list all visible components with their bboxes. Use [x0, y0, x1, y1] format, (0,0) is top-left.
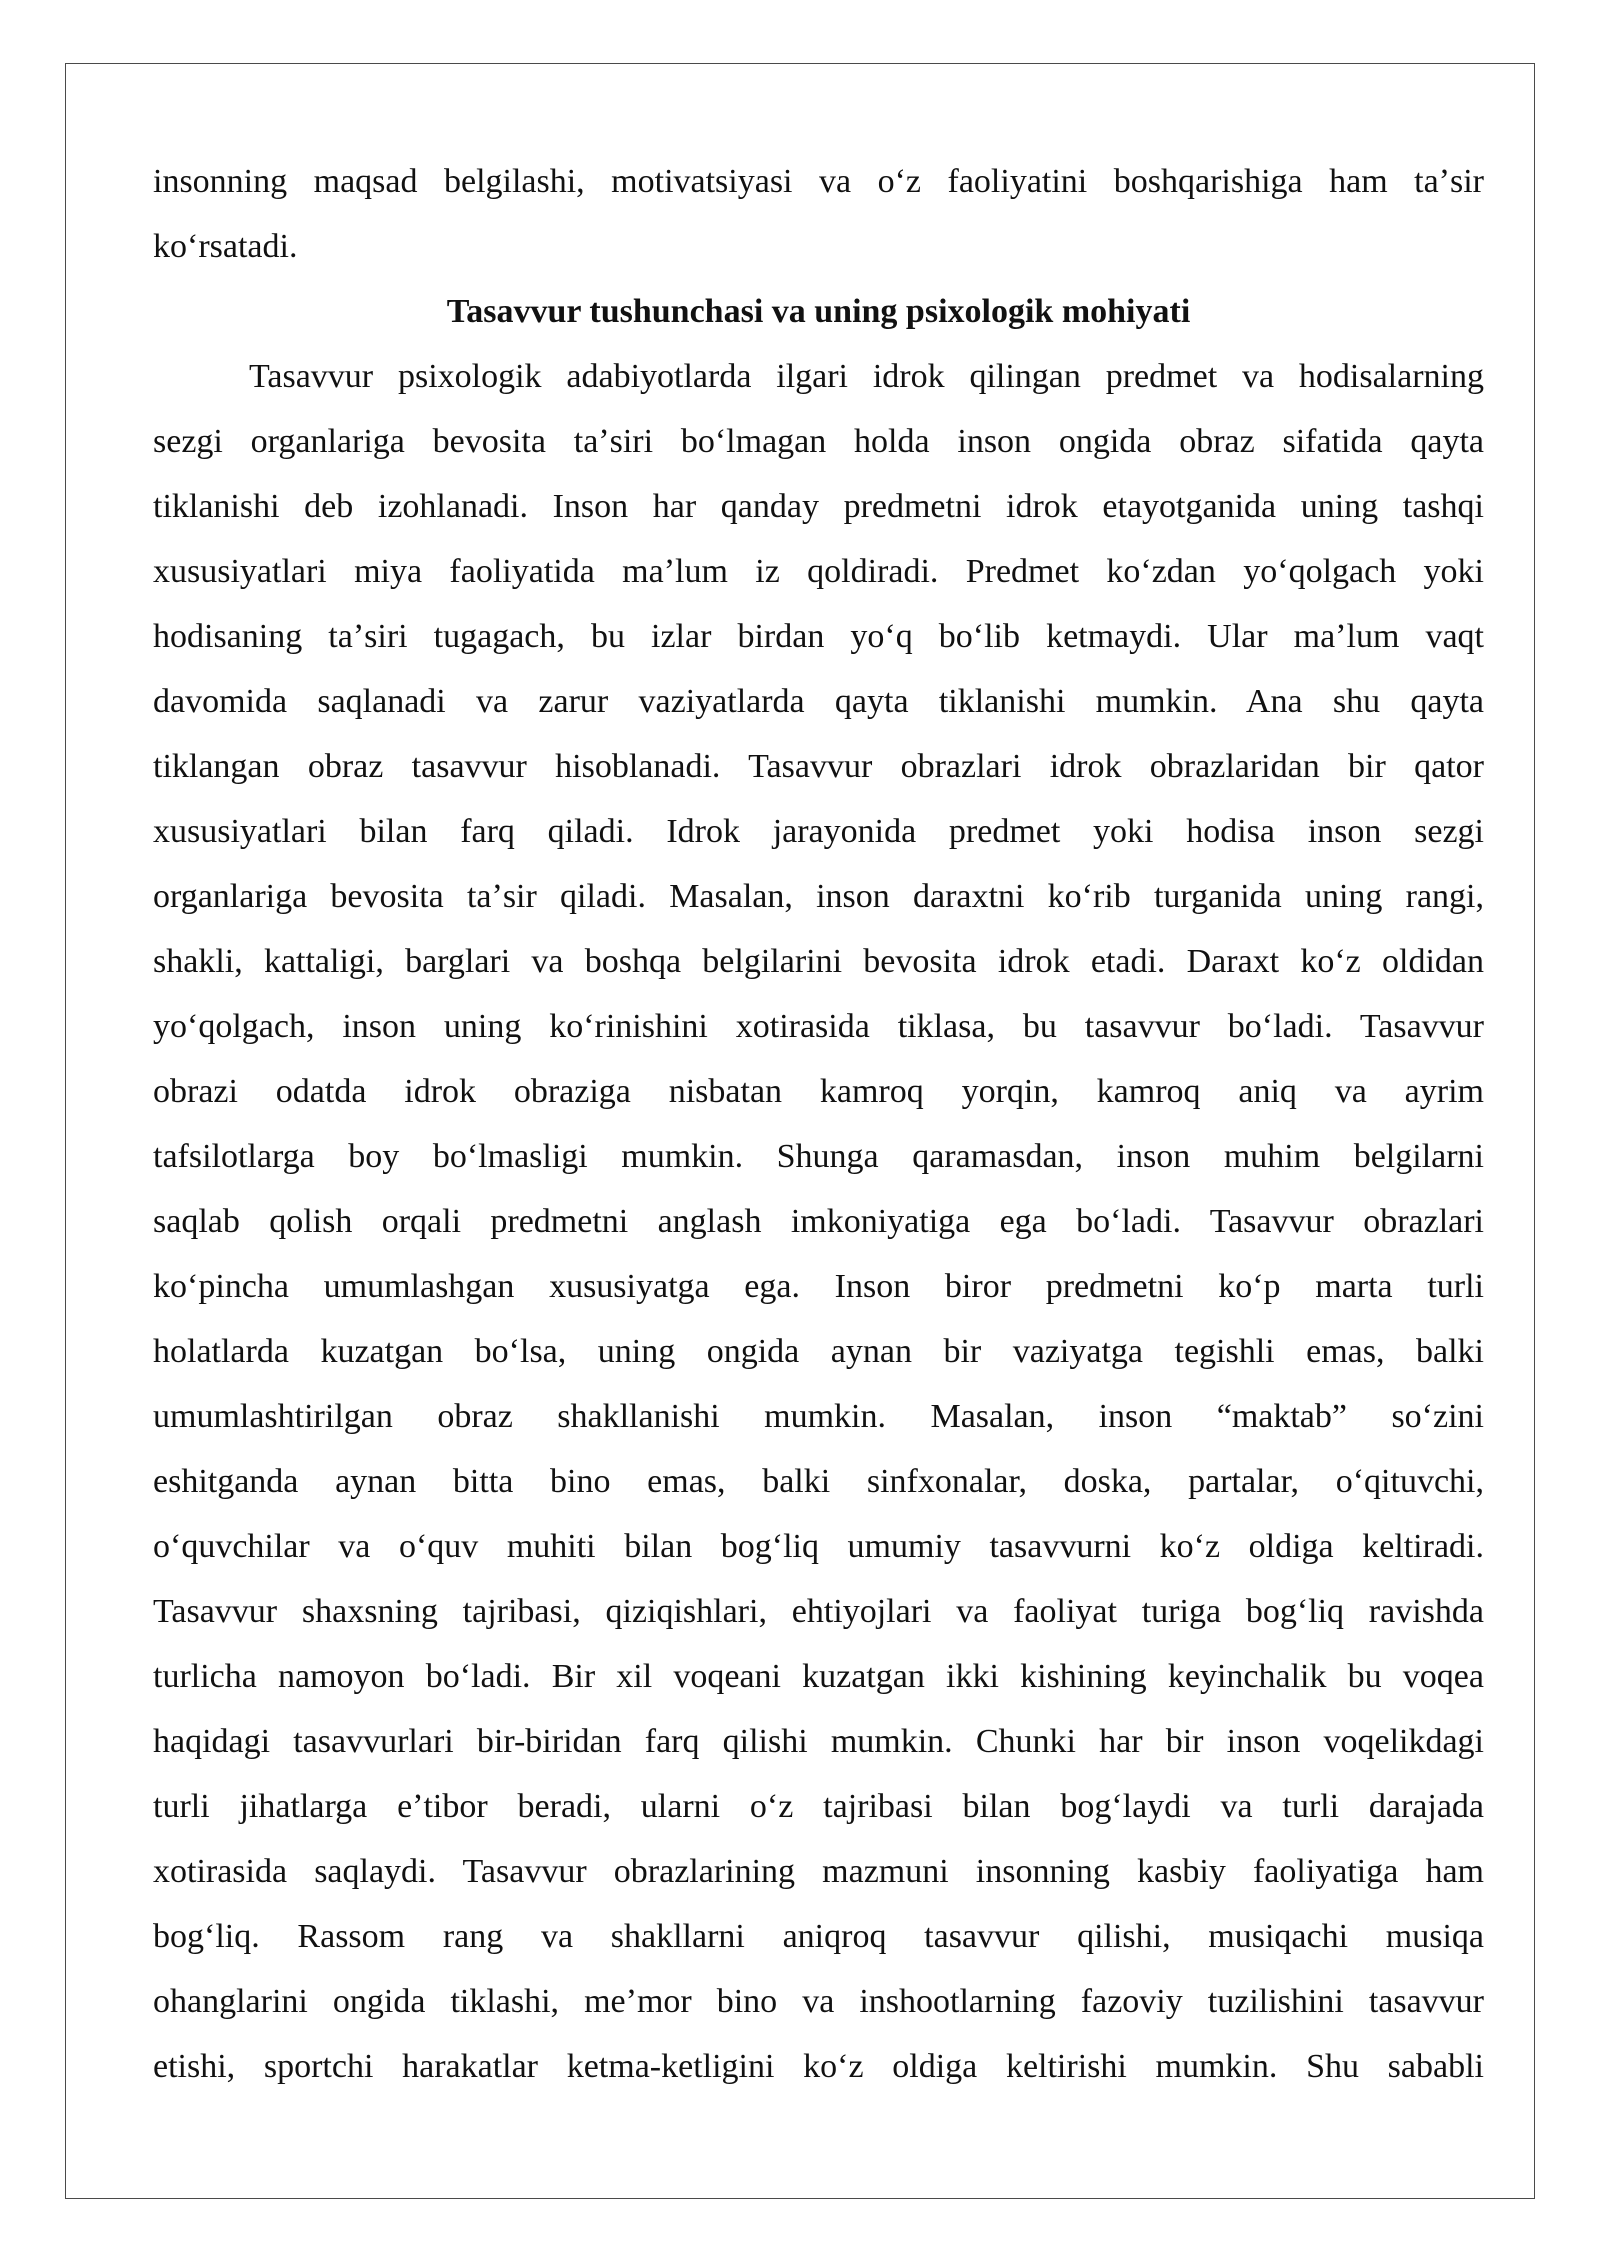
text-line: insonning maqsad belgilashi, motivatsiyasi va oʻz faoliyatini boshqarishiga ham taʼsir: [153, 163, 1484, 200]
text-line: organlariga bevosita taʼsir qiladi. Masalan, inson daraxtni koʻrib turganida uning rangi,: [153, 878, 1484, 915]
text-line: tiklangan obraz tasavvur hisoblanadi. Tasavvur obrazlari idrok obrazlaridan bir qator: [153, 748, 1484, 785]
text-line: turli jihatlarga eʼtibor beradi, ularni oʻz tajribasi bilan bogʻlaydi va turli darajada: [153, 1788, 1484, 1825]
text-line: ohanglarini ongida tiklashi, meʼmor bino va inshootlarning fazoviy tuzilishini tasavvur: [153, 1983, 1484, 2020]
text-line: holatlarda kuzatgan boʻlsa, uning ongida aynan bir vaziyatga tegishli emas, balki: [153, 1333, 1484, 1370]
text-line: Tasavvur psixologik adabiyotlarda ilgari idrok qilingan predmet va hodisalarning: [249, 358, 1484, 395]
text-line: yoʻqolgach, inson uning koʻrinishini xotirasida tiklasa, bu tasavvur boʻladi. Tasavvur: [153, 1008, 1484, 1045]
text-line: koʻpincha umumlashgan xususiyatga ega. Inson biror predmetni koʻp marta turli: [153, 1268, 1484, 1305]
text-line: koʻrsatadi.: [153, 228, 298, 265]
text-line: bogʻliq. Rassom rang va shakllarni aniqroq tasavvur qilishi, musiqachi musiqa: [153, 1918, 1484, 1955]
document-body: [153, 149, 1484, 2099]
text-line: oʻquvchilar va oʻquv muhiti bilan bogʻliq umumiy tasavvurni koʻz oldiga keltiradi.: [153, 1528, 1484, 1565]
text-line: davomida saqlanadi va zarur vaziyatlarda qayta tiklanishi mumkin. Ana shu qayta: [153, 683, 1484, 720]
text-line: obrazi odatda idrok obraziga nisbatan kamroq yorqin, kamroq aniq va ayrim: [153, 1073, 1484, 1110]
section-heading: Tasavvur tushunchasi va uning psixologik mohiyati: [446, 293, 1191, 330]
text-line: eshitganda aynan bitta bino emas, balki sinfxonalar, doska, partalar, oʻqituvchi,: [153, 1463, 1484, 1500]
text-line: sezgi organlariga bevosita taʼsiri boʻlmagan holda inson ongida obraz sifatida qayta: [153, 423, 1484, 460]
text-line: umumlashtirilgan obraz shakllanishi mumkin. Masalan, inson “maktab” soʻzini: [153, 1398, 1484, 1435]
text-line: tiklanishi deb izohlanadi. Inson har qanday predmetni idrok etayotganida uning tashqi: [153, 488, 1484, 525]
body-paragraph: [153, 344, 1484, 2099]
text-line: Tasavvur shaxsning tajribasi, qiziqishlari, ehtiyojlari va faoliyat turiga bogʻliq ravishda: [153, 1593, 1484, 1630]
text-line: xususiyatlari miya faoliyatida maʼlum iz qoldiradi. Predmet koʻzdan yoʻqolgach yoki: [153, 553, 1484, 590]
text-line: tafsilotlarga boy boʻlmasligi mumkin. Shunga qaramasdan, inson muhim belgilarni: [153, 1138, 1484, 1175]
text-line: haqidagi tasavvurlari bir-biridan farq qilishi mumkin. Chunki har bir inson voqelikdagi: [153, 1723, 1484, 1760]
intro-paragraph: [153, 149, 1484, 279]
text-line: etishi, sportchi harakatlar ketma-ketligini koʻz oldiga keltirishi mumkin. Shu sababli: [153, 2048, 1484, 2085]
text-line: hodisaning taʼsiri tugagach, bu izlar birdan yoʻq boʻlib ketmaydi. Ular maʼlum vaqt: [153, 618, 1484, 655]
text-line: shakli, kattaligi, barglari va boshqa belgilarini bevosita idrok etadi. Daraxt koʻz oldidan: [153, 943, 1484, 980]
text-line: turlicha namoyon boʻladi. Bir xil voqeani kuzatgan ikki kishining keyinchalik bu voqea: [153, 1658, 1484, 1695]
text-line: saqlab qolish orqali predmetni anglash imkoniyatiga ega boʻladi. Tasavvur obrazlari: [153, 1203, 1484, 1240]
text-line: xususiyatlari bilan farq qiladi. Idrok jarayonida predmet yoki hodisa inson sezgi: [153, 813, 1484, 850]
text-line: xotirasida saqlaydi. Tasavvur obrazlarining mazmuni insonning kasbiy faoliyatiga ham: [153, 1853, 1484, 1890]
